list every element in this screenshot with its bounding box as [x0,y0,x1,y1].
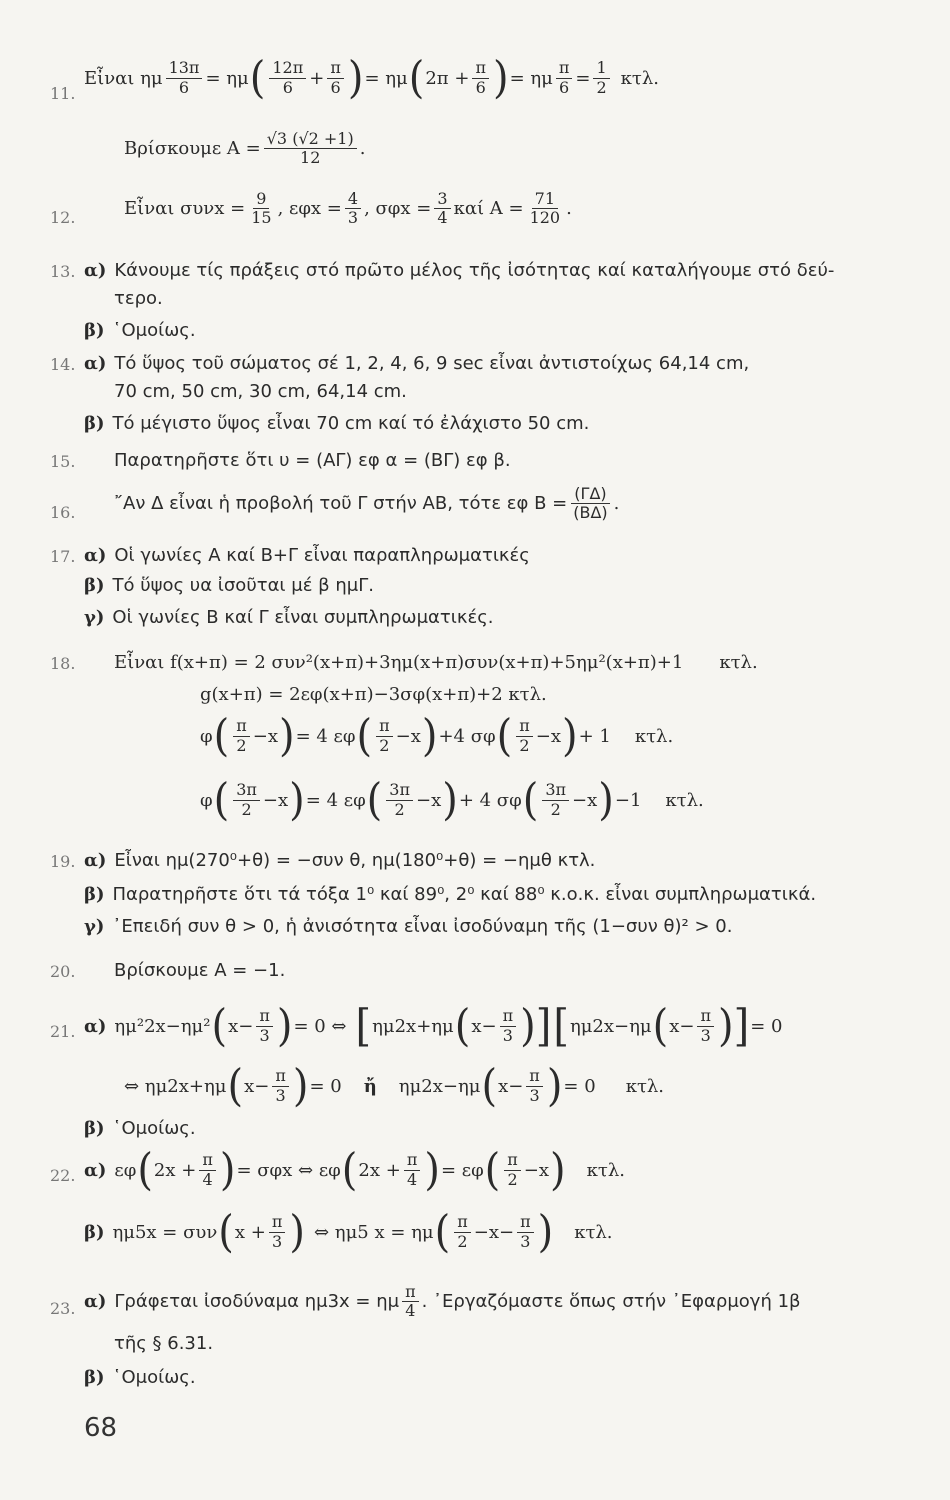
equation-line: Εἶναι συνx = $\frac{9}{15}$ , εφx = $\frac{4}{3}$ , σφx = $\frac{3}{4}$ καί Α = $\frac{71}{120}$ . [124,189,572,228]
item-number: 11. [50,84,76,103]
equation-line: Βρίσκουμε Α = $\frac{√3 (√2 +1)}{12}$ . [124,129,366,168]
equation-line: Εἶναι ημ $\frac{13\pi}{6}$ = ημ ( $\frac{12\pi}{6}$ + $\frac{\pi}{6}$ ) = ημ ( 2π + $\frac{\pi}{6}$ ) = ημ $\frac{\pi}{6}$ = $\frac{1}{2}$ κτλ. [84,52,659,104]
page-number: 68 [84,1413,118,1443]
document-page: 11. Εἶναι ημ $\frac{13\pi}{6}$ = ημ ( $\frac{12\pi}{6}$ + $\frac{\pi}{6}$ ) = ημ ( 2π + $\frac{\pi}{6}$ ) = ημ $\frac{\pi}{6}$ = $\frac{1}{2}$ κτλ. Βρίσκουμε Α = $\frac{√3 (√2 +1)}{12}$ . 12. Εἶναι συνx = $\frac{9}{15}$ , εφx = $\frac{4}{3}$ , σφx = $\frac{3}{4}$ καί Α = $\frac{71}{120}$ . 13. α) Κάνουμε τίς πράξεις στό πρῶτο μέλος τῆς ἰσότητας καί καταλήγουμε στό δεύ- τερο. β) ῾Ομοίως. 14. α) Τό ὕψος τοῦ σώματος σέ 1, 2, 4, 6, 9 sec εἶναι ἀντιστοίχως 64,14 cm, 70 cm, 50 cm, 30 cm, 64,14 cm. β) Τό μέγιστο ὕψος εἶναι 70 cm καί τό ἐλάχιστο 50 cm. 15. Παρατηρῆστε ὅτι υ = (ΑΓ) εφ α = (ΒΓ) εφ β. 16. ῎Αν Δ εἶναι ἡ προβολή τοῦ Γ στήν ΑΒ, τότε εφ Β = $\frac{(\Gamma\Delta)}{(B\Delta)}$ . 17. α) Οἱ γωνίες Α καί Β+Γ εἶναι παραπληρωματικές β) Τό ὕψος υα ἰσοῦται μέ β ημΓ. γ) Οἱ γωνίες Β καί Γ εἶναι συμπληρωματικές. 18. Εἶναι f(x+π) = 2 συν²(x+π)+3ημ(x+π)συν(x+π)+5ημ²(x+π)+1 κτλ. g(x+π) = 2εφ(x+π)−3σφ(x+π)+2 κτλ. φ ( $\frac{\pi}{2}$ −x ) = 4 εφ ( $\frac{\pi}{2}$ −x ) +4 σφ ( $\frac{\pi}{2}$ −x ) + 1 κτλ. φ ( $\frac{3\pi}{2}$ −x ) = 4 εφ ( $\frac{3\pi}{2}$ −x ) + 4 σφ ( $\frac{3\pi}{2}$ −x ) −1 κτλ. 19. α) Εἶναι ημ(270⁰+θ) = −συν θ, ημ(180⁰+θ) = −ημθ κτλ. β) Παρατηρῆστε ὅτι τά τόξα 1⁰ καί 89⁰, 2⁰ καί 88⁰ κ.ο.κ. εἶναι συμπληρωματικά. γ) ᾿Επειδή συν θ > 0, ἡ ἀνισότητα εἶναι ἰσοδύναμη τῆς (1−συν θ)² > 0. 20. Βρίσκουμε Α = −1. 21. α) ημ²2x−ημ² ( x− $\frac{\pi}{3}$ ) = 0 ⇔ [ ημ2x+ημ ( x− $\frac{\pi}{3}$ )] [ ημ2x−ημ ( x− $\frac{\pi}{3}$ )] = 0 ⇔ ημ2x+ημ ( x− $\frac{\pi}{3}$ ) = 0 ἤ ημ2x−ημ ( x− $\frac{\pi}{3}$ ) = 0 κτλ. β) ῾Ομοίως. 22. α) εφ ( 2x + $\frac{\pi}{4}$ ) = σφx ⇔ εφ ( 2x + $\frac{\pi}{4}$ ) = εφ ( $\frac{\pi}{2}$ −x ) κτλ. β) ημ5x = συν ( x + $\frac{\pi}{3}$ ) ⇔ ημ5 x = ημ ( $\frac{\pi}{2}$ −x− $\frac{\pi}{3}$ ) κτλ. 23. α) Γράφεται ἰσοδύναμα ημ3x = ημ $\frac{\pi}{4}$ . ᾿Εργαζόμαστε ὅπως στήν ᾿Εφαρμογή 1β τῆς § 6.31. β) ῾Ομοίως. 68 [50,52,835,1443]
